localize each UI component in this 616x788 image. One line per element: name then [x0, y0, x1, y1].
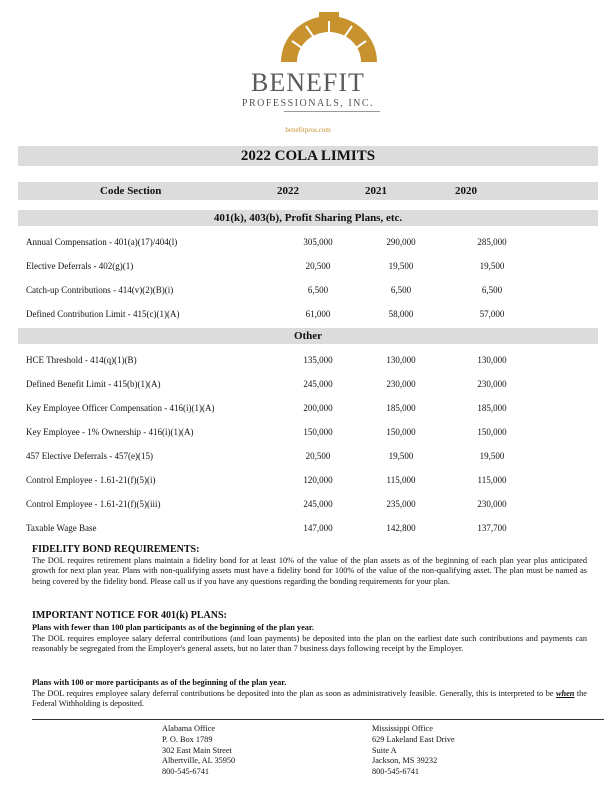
value-2020: 230,000 [477, 499, 507, 509]
row-label: Annual Compensation - 401(a)(17)/404(l) [26, 237, 178, 247]
value-2020: 285,000 [477, 237, 507, 247]
value-2020: 6,500 [481, 285, 503, 295]
value-2022: 245,000 [303, 379, 333, 389]
row-label: Defined Contribution Limit - 415(c)(1)(A) [26, 309, 180, 319]
value-2020: 19,500 [479, 451, 505, 461]
table-row [26, 451, 586, 465]
section-other-title: Other [18, 328, 598, 344]
logo-divider [284, 111, 380, 112]
value-2021: 142,800 [386, 523, 416, 533]
header-2021: 2021 [365, 185, 387, 197]
table-row [26, 261, 586, 275]
table-row [26, 523, 586, 537]
value-2020: 150,000 [477, 427, 507, 437]
emphasis-when: when [555, 689, 575, 698]
value-2022: 135,000 [303, 355, 333, 365]
value-2020: 57,000 [479, 309, 505, 319]
header-2020: 2020 [455, 185, 477, 197]
value-2022: 305,000 [303, 237, 333, 247]
logo-name: BENEFIT [251, 68, 365, 97]
value-2020: 137,700 [477, 523, 507, 533]
table-row [26, 427, 586, 441]
value-2020: 115,000 [477, 475, 507, 485]
section-401k-title: 401(k), 403(b), Profit Sharing Plans, etc. [18, 210, 598, 226]
value-2021: 115,000 [386, 475, 416, 485]
table-row [26, 403, 586, 417]
row-label: Catch-up Contributions - 414(v)(2)(B)(i) [26, 285, 174, 295]
value-2022: 147,000 [303, 523, 333, 533]
value-2022: 120,000 [303, 475, 333, 485]
table-row [26, 237, 586, 251]
row-label: Key Employee - 1% Ownership - 416(i)(1)(A) [26, 427, 194, 437]
value-2022: 150,000 [303, 427, 333, 437]
header-code-section: Code Section [100, 185, 162, 197]
row-label: Elective Deferrals - 402(g)(1) [26, 261, 134, 271]
row-label: 457 Elective Deferrals - 457(e)(15) [26, 451, 153, 461]
table-row [26, 355, 586, 369]
value-2020: 19,500 [479, 261, 505, 271]
value-2021: 58,000 [388, 309, 414, 319]
notice-sub-100-or-more: Plans with 100 or more participants as of the beginning of the plan year. [32, 678, 287, 687]
notice-sub-fewer-100: Plans with fewer than 100 plan participants as of the beginning of the plan year. [32, 623, 314, 632]
mississippi-office-address: Mississippi Office 629 Lakeland East Drive Suite A Jackson, MS 39232 800-545-6741 [372, 724, 455, 777]
value-2022: 200,000 [303, 403, 333, 413]
value-2021: 230,000 [386, 379, 416, 389]
row-label: Defined Benefit Limit - 415(b)(1)(A) [26, 379, 161, 389]
value-2020: 185,000 [477, 403, 507, 413]
value-2021: 19,500 [388, 261, 414, 271]
row-label: HCE Threshold - 414(q)(1)(B) [26, 355, 137, 365]
value-2021: 290,000 [386, 237, 416, 247]
value-2022: 20,500 [305, 451, 331, 461]
table-row [26, 309, 586, 323]
logo-arch-icon [277, 12, 381, 64]
row-label: Taxable Wage Base [26, 523, 97, 533]
value-2021: 130,000 [386, 355, 416, 365]
footer-divider [32, 719, 604, 720]
table-row [26, 285, 586, 299]
table-row [26, 499, 586, 513]
table-row [26, 379, 586, 393]
value-2022: 6,500 [307, 285, 329, 295]
value-2021: 19,500 [388, 451, 414, 461]
value-2022: 245,000 [303, 499, 333, 509]
value-2022: 61,000 [305, 309, 331, 319]
fidelity-text: The DOL requires retirement plans maintain a fidelity bond for at least 10% of the value of the plan assets as of the beginning of each plan year plus anticipated growth for next plan year. Plans with non-qualifying assets must have a fidelity bond for 100% of the value of the non-qualifying asset. The plan must be named as being covered by the fidelity bond. Please call us if you have any questions regarding the bonding requirements for your plan. [32, 556, 587, 586]
alabama-office-address: Alabama Office P. O. Box 1789 302 East Main Street Albertville, AL 35950 800-545-6741 [162, 724, 236, 777]
value-2021: 150,000 [386, 427, 416, 437]
value-2021: 185,000 [386, 403, 416, 413]
value-2021: 235,000 [386, 499, 416, 509]
notice-text-100-or-more: The DOL requires employee salary deferral contributions be deposited into the plan as soon as administratively feasible. Generally, this is interpreted to be when the Federal Withholding is deposited. [32, 689, 587, 709]
table-row [26, 475, 586, 489]
logo-subtitle: PROFESSIONALS, INC. [241, 98, 375, 109]
value-2020: 130,000 [477, 355, 507, 365]
page-title: 2022 COLA LIMITS [18, 146, 598, 166]
fidelity-heading: FIDELITY BOND REQUIREMENTS: [32, 544, 200, 555]
notice-text-fewer-100: The DOL requires employee salary deferral contributions (and loan payments) be deposited into the plan on the earliest date such contributions and payments can reasonably be segregated from the Employer's general assets, but no later than 7 business days following receipt by the Employer. [32, 634, 587, 654]
value-2020: 230,000 [477, 379, 507, 389]
value-2022: 20,500 [305, 261, 331, 271]
row-label: Control Employee - 1.61-21(f)(5)(iii) [26, 499, 161, 509]
row-label: Key Employee Officer Compensation - 416(i)(1)(A) [26, 403, 215, 413]
notice-heading: IMPORTANT NOTICE FOR 401(k) PLANS: [32, 610, 227, 621]
value-2021: 6,500 [390, 285, 412, 295]
row-label: Control Employee - 1.61-21(f)(5)(i) [26, 475, 156, 485]
header-2022: 2022 [277, 185, 299, 197]
website-link[interactable]: benefitpros.com [285, 126, 331, 134]
